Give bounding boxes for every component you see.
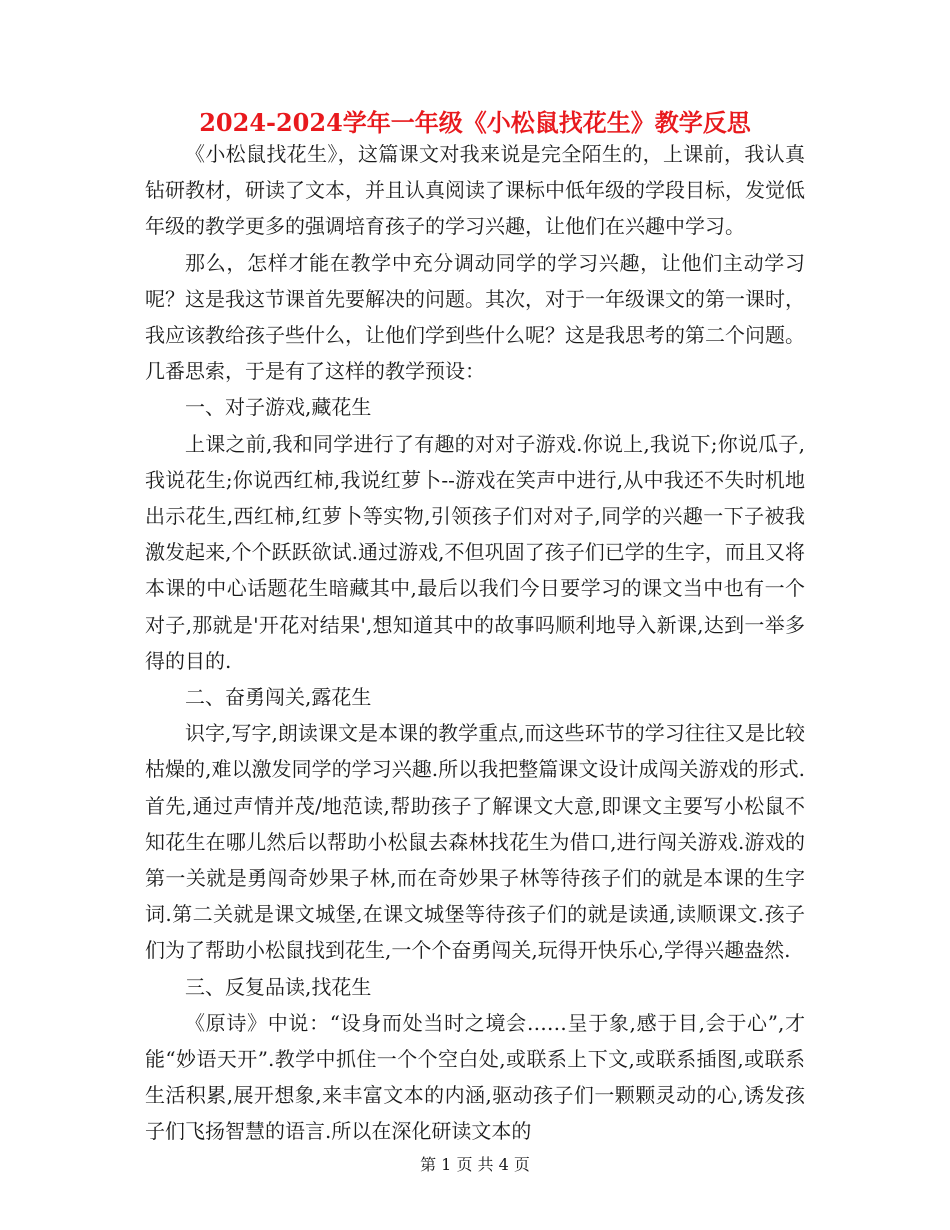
paragraph-section-3: 《原诗》中说：“设身而处当时之境会……呈于象,感于目,会于心”,才能“妙语天开”.教学中抓住一个个空白处,或联系上下文,或联系插图,或联系生活积累,展开想象,来丰富文本的内涵,驱动孩子们一颗颗灵动的心,诱发孩子们飞扬智慧的语言.所以在深化研读文本的 (145, 1010, 805, 1144)
footer-middle: 页 共 (456, 1155, 494, 1174)
footer-page-number: 1 (441, 1155, 452, 1174)
section-heading-3: 三、反复品读,找花生 (185, 974, 372, 999)
paragraph-section-1: 上课之前,我和同学进行了有趣的对对子游戏.你说上,我说下;你说瓜子,我说花生;你说西红柿,我说红萝卜--游戏在笑声中进行,从中我还不失时机地出示花生,西红柿,红萝卜等实物,引领孩子们对对子,同学的兴趣一下子被我激发起来,个个跃跃欲试.通过游戏,不但巩固了孩子们已学的生字，而且又将本课的中心话题花生暗藏其中,最后以我们今日要学习的课文当中也有一个对子,那就是'开花对结果',想知道其中的故事吗顺利地导入新课,达到一举多得的目的. (145, 431, 805, 673)
document-title: 2024-2024学年一年级《小松鼠找花生》教学反思 (199, 108, 751, 137)
section-heading-2: 二、奋勇闯关,露花生 (185, 685, 372, 710)
footer-suffix: 页 (513, 1155, 530, 1174)
paragraph-intro: 《小松鼠找花生》，这篇课文对我来说是完全陌生的，上课前，我认真钻研教材，研读了文本，并且认真阅读了课标中低年级的学段目标，发觉低年级的教学更多的强调培育孩子的学习兴趣，让他们在兴趣中学习。 (145, 142, 805, 239)
section-heading-1: 一、对子游戏,藏花生 (185, 395, 372, 420)
document-body (145, 136, 805, 1150)
page-footer (0, 1154, 950, 1176)
footer-total-pages: 4 (498, 1155, 509, 1174)
paragraph-questions: 那么，怎样才能在教学中充分调动同学的学习兴趣，让他们主动学习呢？这是我这节课首先要解决的问题。其次，对于一年级课文的第一课时，我应该教给孩子些什么，让他们学到些什么呢？这是我思考的第二个问题。几番思索，于是有了这样的教学预设： (145, 250, 805, 384)
footer-prefix: 第 (420, 1155, 437, 1174)
paragraph-section-2: 识字,写字,朗读课文是本课的教学重点,而这些环节的学习往往又是比较枯燥的,难以激发同学的学习兴趣.所以我把整篇课文设计成闯关游戏的形式.首先,通过声情并茂/地范读,帮助孩子了解课文大意,即课文主要写小松鼠不知花生在哪儿然后以帮助小松鼠去森林找花生为借口,进行闯关游戏.游戏的第一关就是勇闯奇妙果子林,而在奇妙果子林等待孩子们的就是本课的生字词.第二关就是课文城堡,在课文城堡等待孩子们的就是读通,读顺课文.孩子们为了帮助小松鼠找到花生,一个个奋勇闯关,玩得开快乐心,学得兴趣盎然. (145, 721, 805, 963)
